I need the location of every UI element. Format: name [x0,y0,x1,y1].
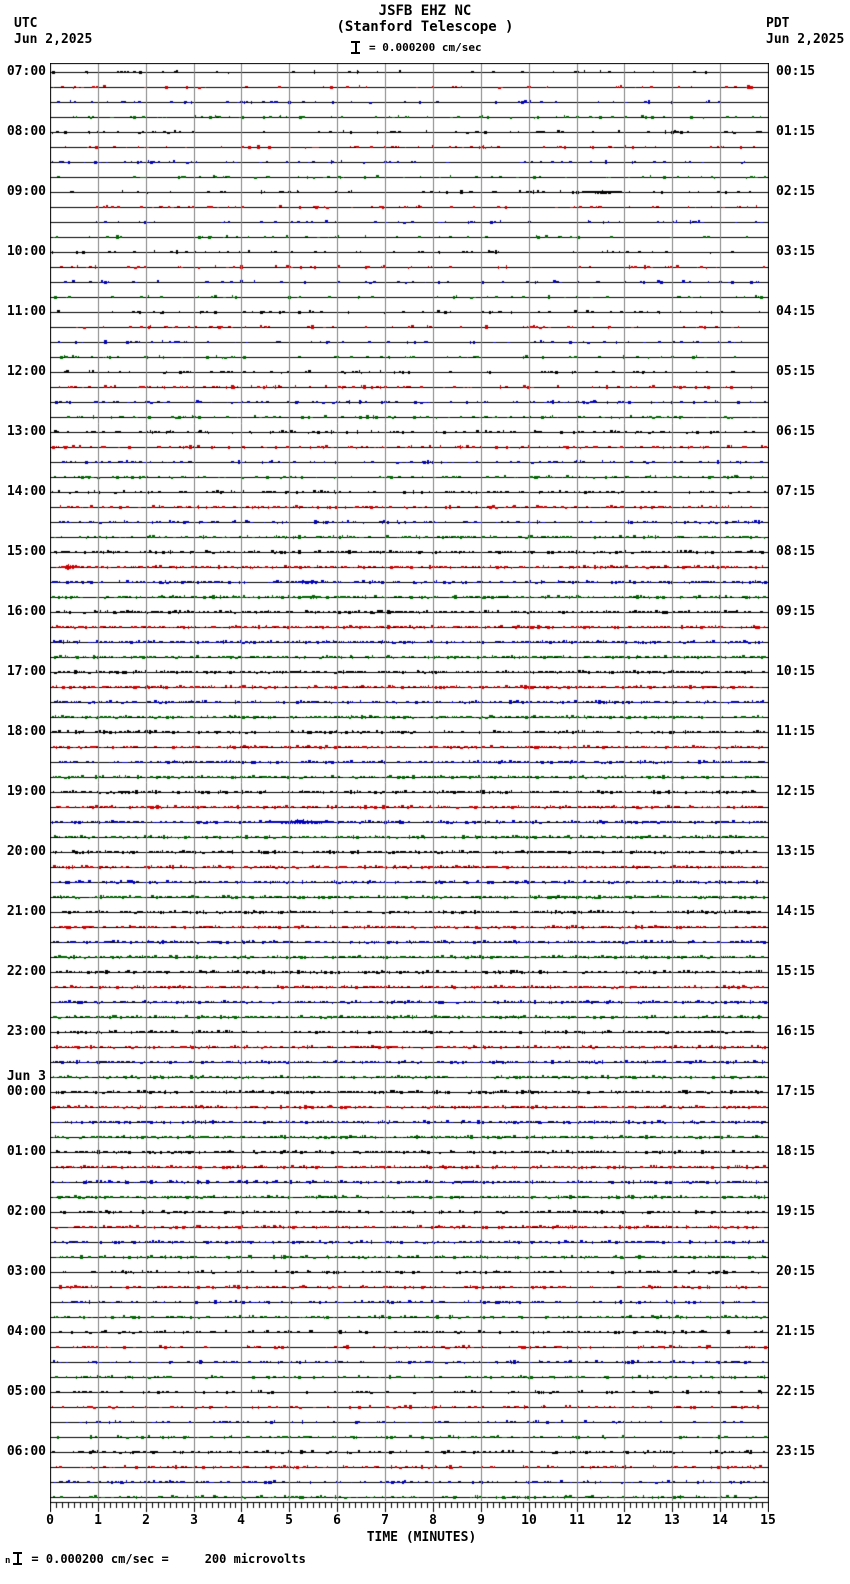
pdt-hour-label: 05:15 [776,364,816,379]
seismogram-canvas [50,63,769,1513]
pdt-hour-label: 03:15 [776,244,816,259]
scale-label: = 0.000200 cm/sec [369,41,482,54]
axis-tick-label: 14 [712,1513,728,1528]
utc-date-label: Jun 2,2025 [14,32,93,47]
pdt-hour-label: 19:15 [776,1204,816,1219]
pdt-hour-label: 18:15 [776,1144,816,1159]
utc-hour-label: 19:00 [6,784,46,799]
pdt-hour-label: 22:15 [776,1384,816,1399]
axis-tick-label: 1 [94,1513,102,1528]
pdt-hour-label: 17:15 [776,1084,816,1099]
utc-hour-label: 23:00 [6,1024,46,1039]
pdt-hour-label: 12:15 [776,784,816,799]
axis-tick-label: 13 [664,1513,680,1528]
scale-indicator [351,40,482,55]
pdt-hour-label: 11:15 [776,724,816,739]
utc-timezone-label: UTC [14,16,38,31]
pdt-date-label: Jun 2,2025 [766,32,845,47]
footer-scale-equation: = 0.000200 cm/sec = [31,1551,169,1566]
utc-hour-label: 03:00 [6,1264,46,1279]
pdt-header [766,16,844,48]
utc-hour-label: 17:00 [6,664,46,679]
axis-tick-label: 0 [46,1513,54,1528]
utc-hour-label: 07:00 [6,64,46,79]
axis-tick-label: 4 [237,1513,245,1528]
utc-hour-label: 11:00 [6,304,46,319]
pdt-hour-label: 07:15 [776,484,816,499]
pdt-hour-label: 15:15 [776,964,816,979]
pdt-hour-label: 01:15 [776,124,816,139]
footer-scale-line [5,1551,306,1566]
footer-equivalent: 200 microvolts [204,1551,306,1566]
utc-hour-label: 21:00 [6,904,46,919]
utc-hour-label: 18:00 [6,724,46,739]
axis-tick-label: 3 [190,1513,198,1528]
utc-hour-label: 04:00 [6,1324,46,1339]
date-note: Jun 3 [6,1069,46,1084]
pdt-hour-label: 14:15 [776,904,816,919]
axis-tick-label: 11 [569,1513,585,1528]
utc-hour-label: 15:00 [6,544,46,559]
utc-hour-label: 08:00 [6,124,46,139]
pdt-timezone-label: PDT [766,16,790,31]
axis-tick-label: 7 [381,1513,389,1528]
footer-marker: n [5,1556,11,1566]
axis-tick-label: 2 [142,1513,150,1528]
pdt-hour-label: 00:15 [776,64,816,79]
station-title: JSFB EHZ NC [378,3,472,19]
footer-scale-bar-icon [13,1551,22,1566]
utc-hour-label: 22:00 [6,964,46,979]
utc-hour-label: 16:00 [6,604,46,619]
axis-tick-label: 15 [760,1513,776,1528]
pdt-hour-label: 23:15 [776,1444,816,1459]
axis-tick-label: 5 [285,1513,293,1528]
utc-hour-label: 09:00 [6,184,46,199]
axis-tick-label: 8 [429,1513,437,1528]
pdt-hour-label: 06:15 [776,424,816,439]
utc-hour-label: 12:00 [6,364,46,379]
axis-tick-label: 9 [477,1513,485,1528]
utc-hour-label: 01:00 [6,1144,46,1159]
utc-hour-label: 05:00 [6,1384,46,1399]
utc-hour-label: 20:00 [6,844,46,859]
utc-hour-label: 06:00 [6,1444,46,1459]
pdt-hour-label: 10:15 [776,664,816,679]
utc-hour-label: 14:00 [6,484,46,499]
axis-tick-label: 12 [616,1513,632,1528]
pdt-hour-label: 09:15 [776,604,816,619]
utc-hour-label: 00:00 [6,1084,46,1099]
pdt-hour-label: 21:15 [776,1324,816,1339]
station-location: (Stanford Telescope ) [336,19,514,35]
scale-bar-icon [351,40,360,55]
utc-hour-label: 13:00 [6,424,46,439]
pdt-hour-label: 20:15 [776,1264,816,1279]
pdt-hour-label: 16:15 [776,1024,816,1039]
axis-tick-label: 10 [521,1513,537,1528]
axis-title: TIME (MINUTES) [366,1530,477,1545]
utc-hour-label: 10:00 [6,244,46,259]
utc-header [14,16,92,48]
pdt-hour-label: 04:15 [776,304,816,319]
utc-hour-label: 02:00 [6,1204,46,1219]
axis-tick-label: 6 [333,1513,341,1528]
pdt-hour-label: 13:15 [776,844,816,859]
pdt-hour-label: 02:15 [776,184,816,199]
pdt-hour-label: 08:15 [776,544,816,559]
